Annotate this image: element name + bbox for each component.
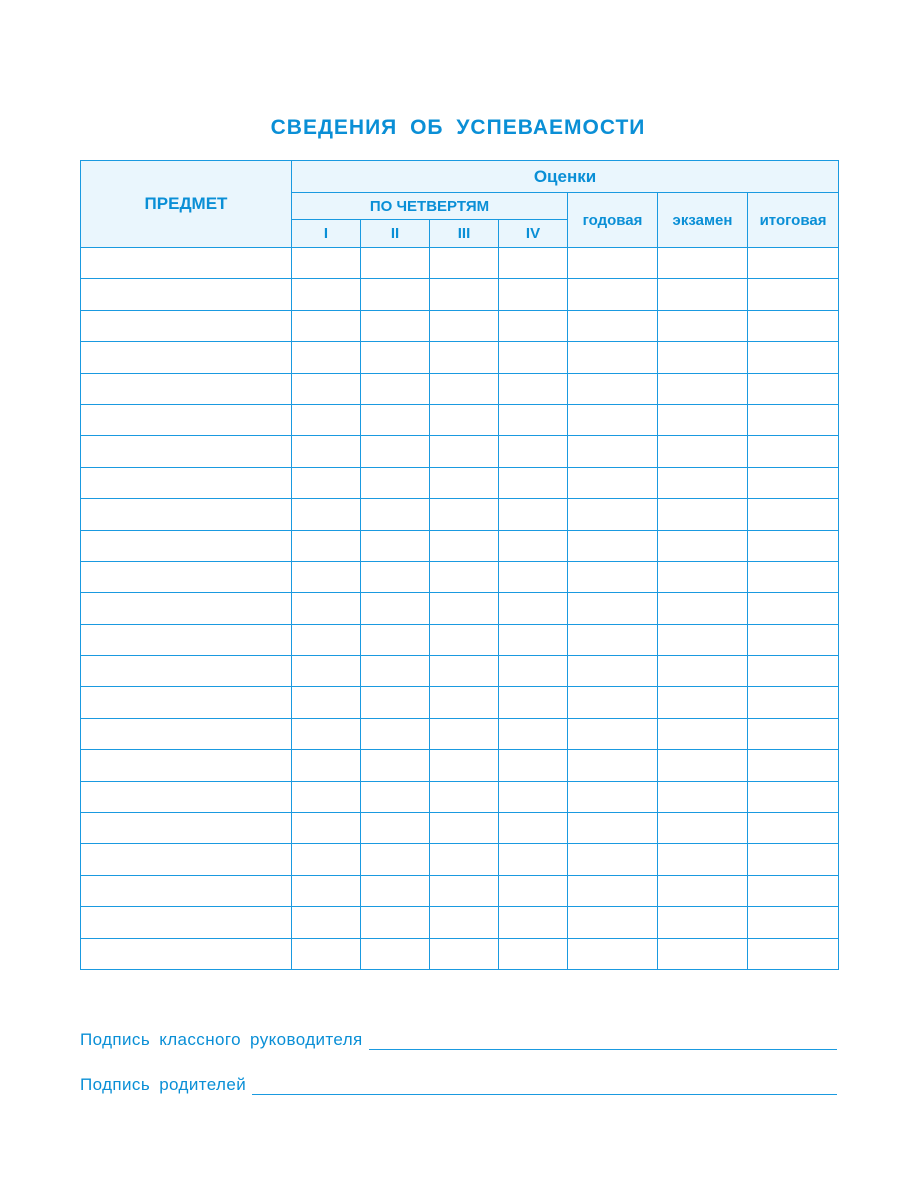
table-row [81,404,839,435]
quarter-2-cell[interactable] [361,248,430,279]
annual-cell[interactable] [568,248,658,279]
quarter-1-cell[interactable] [292,499,361,530]
grades-table [80,160,839,970]
parents-signature-field [80,1075,837,1095]
quarter-2-header: II [361,220,430,248]
quarter-2-cell[interactable] [361,499,430,530]
exam-cell[interactable] [658,813,748,844]
annual-cell[interactable] [568,436,658,467]
subject-cell[interactable] [81,875,292,906]
quarter-4-cell[interactable] [499,310,568,341]
quarter-2-cell[interactable] [361,907,430,938]
quarter-4-cell[interactable] [499,561,568,592]
quarter-3-cell[interactable] [430,279,499,310]
annual-cell[interactable] [568,593,658,624]
subject-cell[interactable] [81,750,292,781]
quarter-3-cell[interactable] [430,499,499,530]
quarter-3-header: III [430,220,499,248]
quarter-3-cell[interactable] [430,875,499,906]
quarter-1-cell[interactable] [292,750,361,781]
quarter-1-cell[interactable] [292,593,361,624]
annual-cell[interactable] [568,530,658,561]
quarter-1-cell[interactable] [292,342,361,373]
final-cell[interactable] [748,750,839,781]
annual-cell[interactable] [568,310,658,341]
subject-cell[interactable] [81,718,292,749]
table-row [81,310,839,341]
subject-cell[interactable] [81,310,292,341]
quarter-2-cell[interactable] [361,310,430,341]
subject-cell[interactable] [81,813,292,844]
quarter-4-cell[interactable] [499,404,568,435]
quarter-1-cell[interactable] [292,813,361,844]
final-cell[interactable] [748,342,839,373]
quarter-4-cell[interactable] [499,718,568,749]
quarter-1-cell[interactable] [292,530,361,561]
quarter-4-cell[interactable] [499,938,568,969]
exam-cell[interactable] [658,279,748,310]
quarter-3-cell[interactable] [430,750,499,781]
quarter-1-cell[interactable] [292,718,361,749]
table-row [81,248,839,279]
quarter-4-cell[interactable] [499,436,568,467]
grades-header: Оценки [292,161,839,193]
parents-signature-line[interactable] [252,1080,837,1095]
quarter-2-cell[interactable] [361,750,430,781]
annual-cell[interactable] [568,499,658,530]
subject-cell[interactable] [81,938,292,969]
page-title: СВЕДЕНИЯ ОБ УСПЕВАЕМОСТИ [270,116,646,139]
quarter-1-cell[interactable] [292,279,361,310]
table-row [81,279,839,310]
exam-cell[interactable] [658,938,748,969]
quarter-3-cell[interactable] [430,404,499,435]
exam-cell[interactable] [658,781,748,812]
quarter-1-cell[interactable] [292,844,361,875]
quarter-2-cell[interactable] [361,813,430,844]
quarter-4-cell[interactable] [499,750,568,781]
subject-cell[interactable] [81,624,292,655]
subject-cell[interactable] [81,656,292,687]
subject-cell[interactable] [81,436,292,467]
exam-cell[interactable] [658,561,748,592]
quarter-3-cell[interactable] [430,248,499,279]
quarter-1-cell[interactable] [292,248,361,279]
quarter-1-cell[interactable] [292,656,361,687]
table-row [81,373,839,404]
quarter-4-cell[interactable] [499,687,568,718]
final-cell[interactable] [748,467,839,498]
quarter-3-cell[interactable] [430,342,499,373]
quarter-4-header: IV [499,220,568,248]
quarter-3-cell[interactable] [430,593,499,624]
annual-cell[interactable] [568,687,658,718]
quarter-2-cell[interactable] [361,687,430,718]
table-row [81,624,839,655]
quarter-2-cell[interactable] [361,436,430,467]
quarter-3-cell[interactable] [430,687,499,718]
table-row [81,687,839,718]
quarter-3-cell[interactable] [430,310,499,341]
final-header: итоговая [748,193,839,248]
quarter-2-cell[interactable] [361,718,430,749]
quarter-3-cell[interactable] [430,373,499,404]
table-row [81,750,839,781]
final-cell[interactable] [748,875,839,906]
annual-cell[interactable] [568,907,658,938]
quarter-4-cell[interactable] [499,279,568,310]
quarter-2-cell[interactable] [361,373,430,404]
quarter-4-cell[interactable] [499,248,568,279]
quarter-1-cell[interactable] [292,781,361,812]
quarter-1-cell[interactable] [292,687,361,718]
subject-cell[interactable] [81,467,292,498]
quarter-4-cell[interactable] [499,907,568,938]
final-cell[interactable] [748,310,839,341]
teacher-signature-field [80,1030,837,1050]
annual-cell[interactable] [568,404,658,435]
table-row [81,718,839,749]
final-cell[interactable] [748,373,839,404]
annual-cell[interactable] [568,750,658,781]
table-row [81,907,839,938]
exam-cell[interactable] [658,404,748,435]
subject-cell[interactable] [81,530,292,561]
final-cell[interactable] [748,938,839,969]
annual-cell[interactable] [568,656,658,687]
quarter-2-cell[interactable] [361,656,430,687]
table-row [81,467,839,498]
annual-cell[interactable] [568,467,658,498]
quarter-3-cell[interactable] [430,907,499,938]
annual-cell[interactable] [568,373,658,404]
quarter-2-cell[interactable] [361,593,430,624]
final-cell[interactable] [748,813,839,844]
final-cell[interactable] [748,718,839,749]
quarter-2-cell[interactable] [361,404,430,435]
quarter-3-cell[interactable] [430,656,499,687]
exam-cell[interactable] [658,656,748,687]
annual-cell[interactable] [568,813,658,844]
table-row [81,813,839,844]
exam-cell[interactable] [658,499,748,530]
final-cell[interactable] [748,907,839,938]
final-cell[interactable] [748,279,839,310]
subject-cell[interactable] [81,248,292,279]
annual-cell[interactable] [568,279,658,310]
exam-cell[interactable] [658,310,748,341]
final-cell[interactable] [748,404,839,435]
quarter-3-cell[interactable] [430,781,499,812]
quarter-1-cell[interactable] [292,436,361,467]
subject-cell[interactable] [81,342,292,373]
final-cell[interactable] [748,624,839,655]
exam-cell[interactable] [658,342,748,373]
table-row [81,938,839,969]
quarter-4-cell[interactable] [499,593,568,624]
quarter-3-cell[interactable] [430,813,499,844]
table-row [81,436,839,467]
table-row [81,875,839,906]
subject-cell[interactable] [81,279,292,310]
quarter-4-cell[interactable] [499,530,568,561]
final-cell[interactable] [748,561,839,592]
exam-cell[interactable] [658,624,748,655]
exam-cell[interactable] [658,844,748,875]
quarter-4-cell[interactable] [499,373,568,404]
quarter-1-cell[interactable] [292,373,361,404]
final-cell[interactable] [748,530,839,561]
exam-cell[interactable] [658,373,748,404]
exam-cell[interactable] [658,467,748,498]
quarter-4-cell[interactable] [499,875,568,906]
table-row [81,530,839,561]
quarter-3-cell[interactable] [430,561,499,592]
final-cell[interactable] [748,687,839,718]
quarters-header: ПО ЧЕТВЕРТЯМ [292,193,568,220]
quarter-1-cell[interactable] [292,938,361,969]
quarter-1-header: I [292,220,361,248]
table-row [81,499,839,530]
quarter-3-cell[interactable] [430,938,499,969]
table-row [81,656,839,687]
annual-header: годовая [568,193,658,248]
subject-cell[interactable] [81,561,292,592]
annual-cell[interactable] [568,875,658,906]
subject-cell[interactable] [81,781,292,812]
annual-cell[interactable] [568,781,658,812]
teacher-signature-line[interactable] [369,1035,837,1050]
final-cell[interactable] [748,499,839,530]
subject-cell[interactable] [81,844,292,875]
quarter-1-cell[interactable] [292,467,361,498]
annual-cell[interactable] [568,938,658,969]
quarter-2-cell[interactable] [361,844,430,875]
annual-cell[interactable] [568,342,658,373]
annual-cell[interactable] [568,718,658,749]
teacher-signature-label: Подпись классного руководителя [80,1030,363,1049]
table-row [81,781,839,812]
exam-cell[interactable] [658,436,748,467]
exam-cell[interactable] [658,593,748,624]
quarter-2-cell[interactable] [361,781,430,812]
quarter-1-cell[interactable] [292,404,361,435]
annual-cell[interactable] [568,844,658,875]
quarter-4-cell[interactable] [499,656,568,687]
subject-cell[interactable] [81,593,292,624]
exam-cell[interactable] [658,907,748,938]
subject-header: ПРЕДМЕТ [81,161,292,248]
subject-cell[interactable] [81,687,292,718]
table-row [81,561,839,592]
subject-cell[interactable] [81,907,292,938]
exam-cell[interactable] [658,718,748,749]
quarter-2-cell[interactable] [361,279,430,310]
table-row [81,342,839,373]
quarter-1-cell[interactable] [292,624,361,655]
quarter-2-cell[interactable] [361,342,430,373]
quarter-3-cell[interactable] [430,530,499,561]
final-cell[interactable] [748,248,839,279]
exam-cell[interactable] [658,750,748,781]
subject-cell[interactable] [81,404,292,435]
quarter-1-cell[interactable] [292,875,361,906]
quarter-1-cell[interactable] [292,907,361,938]
quarter-2-cell[interactable] [361,530,430,561]
quarter-2-cell[interactable] [361,624,430,655]
final-cell[interactable] [748,593,839,624]
annual-cell[interactable] [568,561,658,592]
subject-cell[interactable] [81,499,292,530]
quarter-3-cell[interactable] [430,624,499,655]
parents-signature-label: Подпись родителей [80,1075,247,1094]
quarter-4-cell[interactable] [499,813,568,844]
quarter-1-cell[interactable] [292,310,361,341]
quarter-4-cell[interactable] [499,499,568,530]
quarter-2-cell[interactable] [361,467,430,498]
exam-cell[interactable] [658,875,748,906]
subject-cell[interactable] [81,373,292,404]
quarter-4-cell[interactable] [499,844,568,875]
final-cell[interactable] [748,844,839,875]
quarter-3-cell[interactable] [430,718,499,749]
quarter-4-cell[interactable] [499,342,568,373]
quarter-3-cell[interactable] [430,436,499,467]
final-cell[interactable] [748,656,839,687]
quarter-2-cell[interactable] [361,561,430,592]
quarter-4-cell[interactable] [499,781,568,812]
grades-table-body [81,248,839,970]
table-row [81,844,839,875]
final-cell[interactable] [748,436,839,467]
exam-cell[interactable] [658,530,748,561]
quarter-1-cell[interactable] [292,561,361,592]
annual-cell[interactable] [568,624,658,655]
exam-cell[interactable] [658,248,748,279]
exam-header: экзамен [658,193,748,248]
quarter-2-cell[interactable] [361,938,430,969]
quarter-4-cell[interactable] [499,624,568,655]
exam-cell[interactable] [658,687,748,718]
quarter-3-cell[interactable] [430,467,499,498]
table-row [81,593,839,624]
final-cell[interactable] [748,781,839,812]
quarter-4-cell[interactable] [499,467,568,498]
quarter-2-cell[interactable] [361,875,430,906]
quarter-3-cell[interactable] [430,844,499,875]
